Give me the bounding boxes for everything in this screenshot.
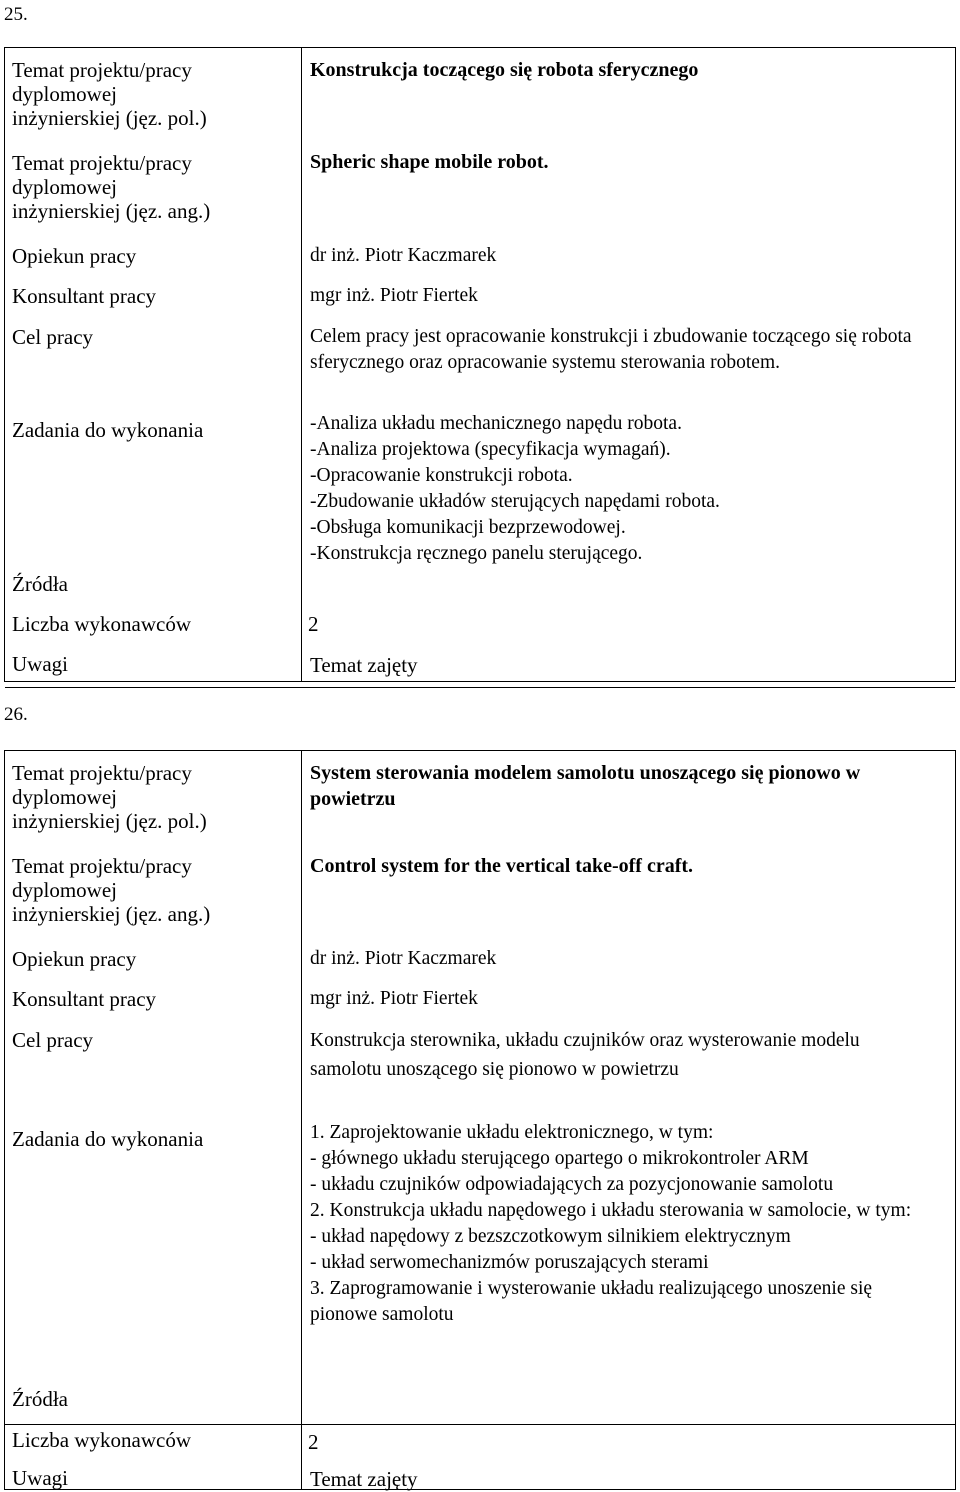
label-goal: Cel pracy bbox=[12, 325, 94, 349]
label-contractors: Liczba wykonawców bbox=[12, 612, 192, 636]
topic-pl-value: System sterowania modelem samolotu unoszącego się pionowo w powietrzu bbox=[310, 762, 861, 810]
label-consultant: Konsultant pracy bbox=[12, 284, 157, 308]
label-sources: Źródła bbox=[12, 572, 68, 596]
label-notes: Uwagi bbox=[12, 652, 68, 676]
label-supervisor: Opiekun pracy bbox=[12, 947, 137, 971]
tasks-value: -Analiza układu mechanicznego napędu robota. -Analiza projektowa (specyfikacja wymagań). -Opracowanie konstrukcji robota. -Zbudowanie układów sterujących napędami robota. -Obsługa komunikacji bezprzewodowej. -Konstrukcja ręcznego panelu sterującego. bbox=[310, 413, 720, 564]
thesis-form-25 bbox=[4, 47, 956, 682]
label-topic-pl: Temat projektu/pracy dyplomowej inżynierskiej (jęz. pol.) bbox=[12, 761, 207, 833]
label-topic-pl: Temat projektu/pracy dyplomowej inżynierskiej (jęz. pol.) bbox=[12, 58, 207, 130]
row-divider bbox=[5, 687, 955, 688]
label-topic-en: Temat projektu/pracy dyplomowej inżynierskiej (jęz. ang.) bbox=[12, 151, 211, 223]
entry-number: 25. bbox=[4, 4, 28, 25]
label-goal: Cel pracy bbox=[12, 1028, 94, 1052]
consultant-value: mgr inż. Piotr Fiertek bbox=[310, 988, 478, 1009]
contractors-value: 2 bbox=[308, 612, 319, 636]
label-supervisor: Opiekun pracy bbox=[12, 244, 137, 268]
row-divider bbox=[5, 1424, 955, 1425]
consultant-value: mgr inż. Piotr Fiertek bbox=[310, 285, 478, 306]
label-contractors: Liczba wykonawców bbox=[12, 1428, 192, 1452]
topic-en-value: Spheric shape mobile robot. bbox=[310, 151, 549, 173]
thesis-form-26 bbox=[4, 750, 956, 1490]
supervisor-value: dr inż. Piotr Kaczmarek bbox=[310, 245, 497, 266]
label-tasks: Zadania do wykonania bbox=[12, 418, 204, 442]
topic-en-value: Control system for the vertical take-off craft. bbox=[310, 855, 694, 877]
supervisor-value: dr inż. Piotr Kaczmarek bbox=[310, 948, 497, 969]
tasks-value: 1. Zaprojektowanie układu elektronicznego, w tym: - głównego układu sterującego opartego o mikrokontroler ARM - układu czujników odpowiadających za pozycjonowanie samolotu 2. Konstrukcja układu napędowego i układu sterowania w samolocie, w tym: - układ napędowy z bezszczotkowym silnikiem elektrycznym - układ serwomechanizmów poruszających sterami 3. Zaprogramowanie i wysterowanie układu realizującego unoszenie się pionowe samolotu bbox=[310, 1122, 912, 1325]
entry-number: 26. bbox=[4, 704, 28, 725]
goal-value: Celem pracy jest opracowanie konstrukcji i zbudowanie toczącego się robota sferycznego oraz opracowanie systemu sterowania robotem. bbox=[310, 326, 912, 373]
label-notes: Uwagi bbox=[12, 1466, 68, 1490]
column-divider bbox=[301, 48, 302, 681]
topic-pl-value: Konstrukcja toczącego się robota sferycznego bbox=[310, 59, 699, 81]
label-consultant: Konsultant pracy bbox=[12, 987, 157, 1011]
label-sources: Źródła bbox=[12, 1387, 68, 1411]
notes-value: Temat zajęty bbox=[310, 1467, 418, 1491]
contractors-value: 2 bbox=[308, 1430, 319, 1454]
goal-value: Konstrukcja sterownika, układu czujników oraz wysterowanie modelu samolotu unoszącego się pionowo w powietrzu bbox=[310, 1030, 860, 1080]
label-topic-en: Temat projektu/pracy dyplomowej inżynierskiej (jęz. ang.) bbox=[12, 854, 211, 926]
notes-value: Temat zajęty bbox=[310, 653, 418, 677]
column-divider bbox=[301, 751, 302, 1489]
label-tasks: Zadania do wykonania bbox=[12, 1127, 204, 1151]
